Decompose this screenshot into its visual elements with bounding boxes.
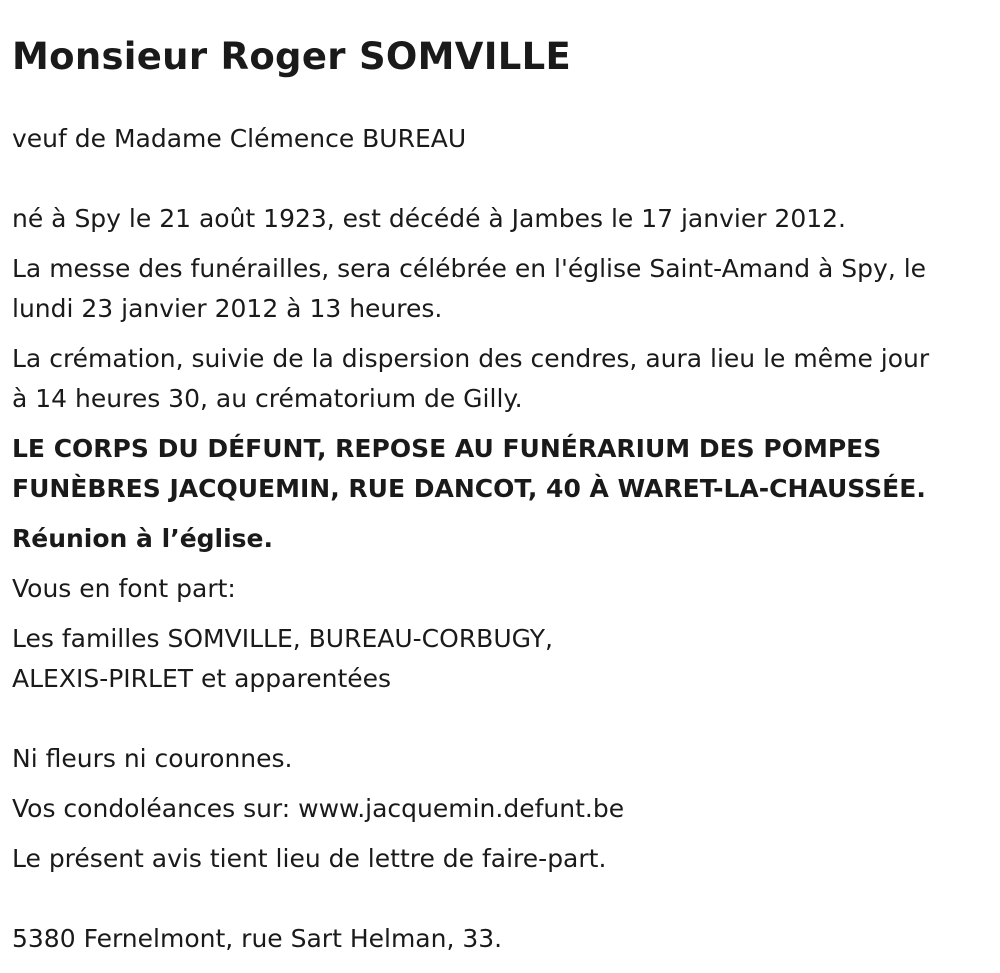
cremation-line-1: La crémation, suivie de la dispersion des cendres, aura lieu le même jour: [12, 344, 930, 373]
funeral-mass-line-2: lundi 23 janvier 2012 à 13 heures.: [12, 294, 443, 323]
flowers-line: Ni fleurs ni couronnes.: [12, 744, 293, 773]
birth-death-line: né à Spy le 21 août 1923, est décédé à Jambes le 17 janvier 2012.: [12, 204, 846, 233]
notice-statement: Le présent avis tient lieu de lettre de faire-part.: [12, 844, 607, 873]
meeting-line: Réunion à l’église.: [12, 524, 274, 553]
funeral-mass-line-1: La messe des funérailles, sera célébrée en l'église Saint-Amand à Spy, le: [12, 254, 927, 283]
address-line: 5380 Fernelmont, rue Sart Helman, 33.: [12, 924, 503, 953]
cremation-line-2: à 14 heures 30, au crématorium de Gilly.: [12, 384, 523, 413]
funerarium-line-1: LE CORPS DU DÉFUNT, REPOSE AU FUNÉRARIUM DES POMPES: [12, 434, 882, 463]
families-line-2: ALEXIS-PIRLET et apparentées: [12, 664, 392, 693]
condolences-line: Vos condoléances sur: www.jacquemin.defunt.be: [12, 794, 625, 823]
families-line-1: Les familles SOMVILLE, BUREAU-CORBUGY,: [12, 624, 553, 653]
widow-line: veuf de Madame Clémence BUREAU: [12, 124, 467, 153]
announce-line: Vous en font part:: [12, 574, 236, 603]
deceased-name-title: Monsieur Roger SOMVILLE: [12, 35, 572, 78]
funerarium-line-2: FUNÈBRES JACQUEMIN, RUE DANCOT, 40 À WARET-LA-CHAUSSÉE.: [12, 474, 926, 503]
